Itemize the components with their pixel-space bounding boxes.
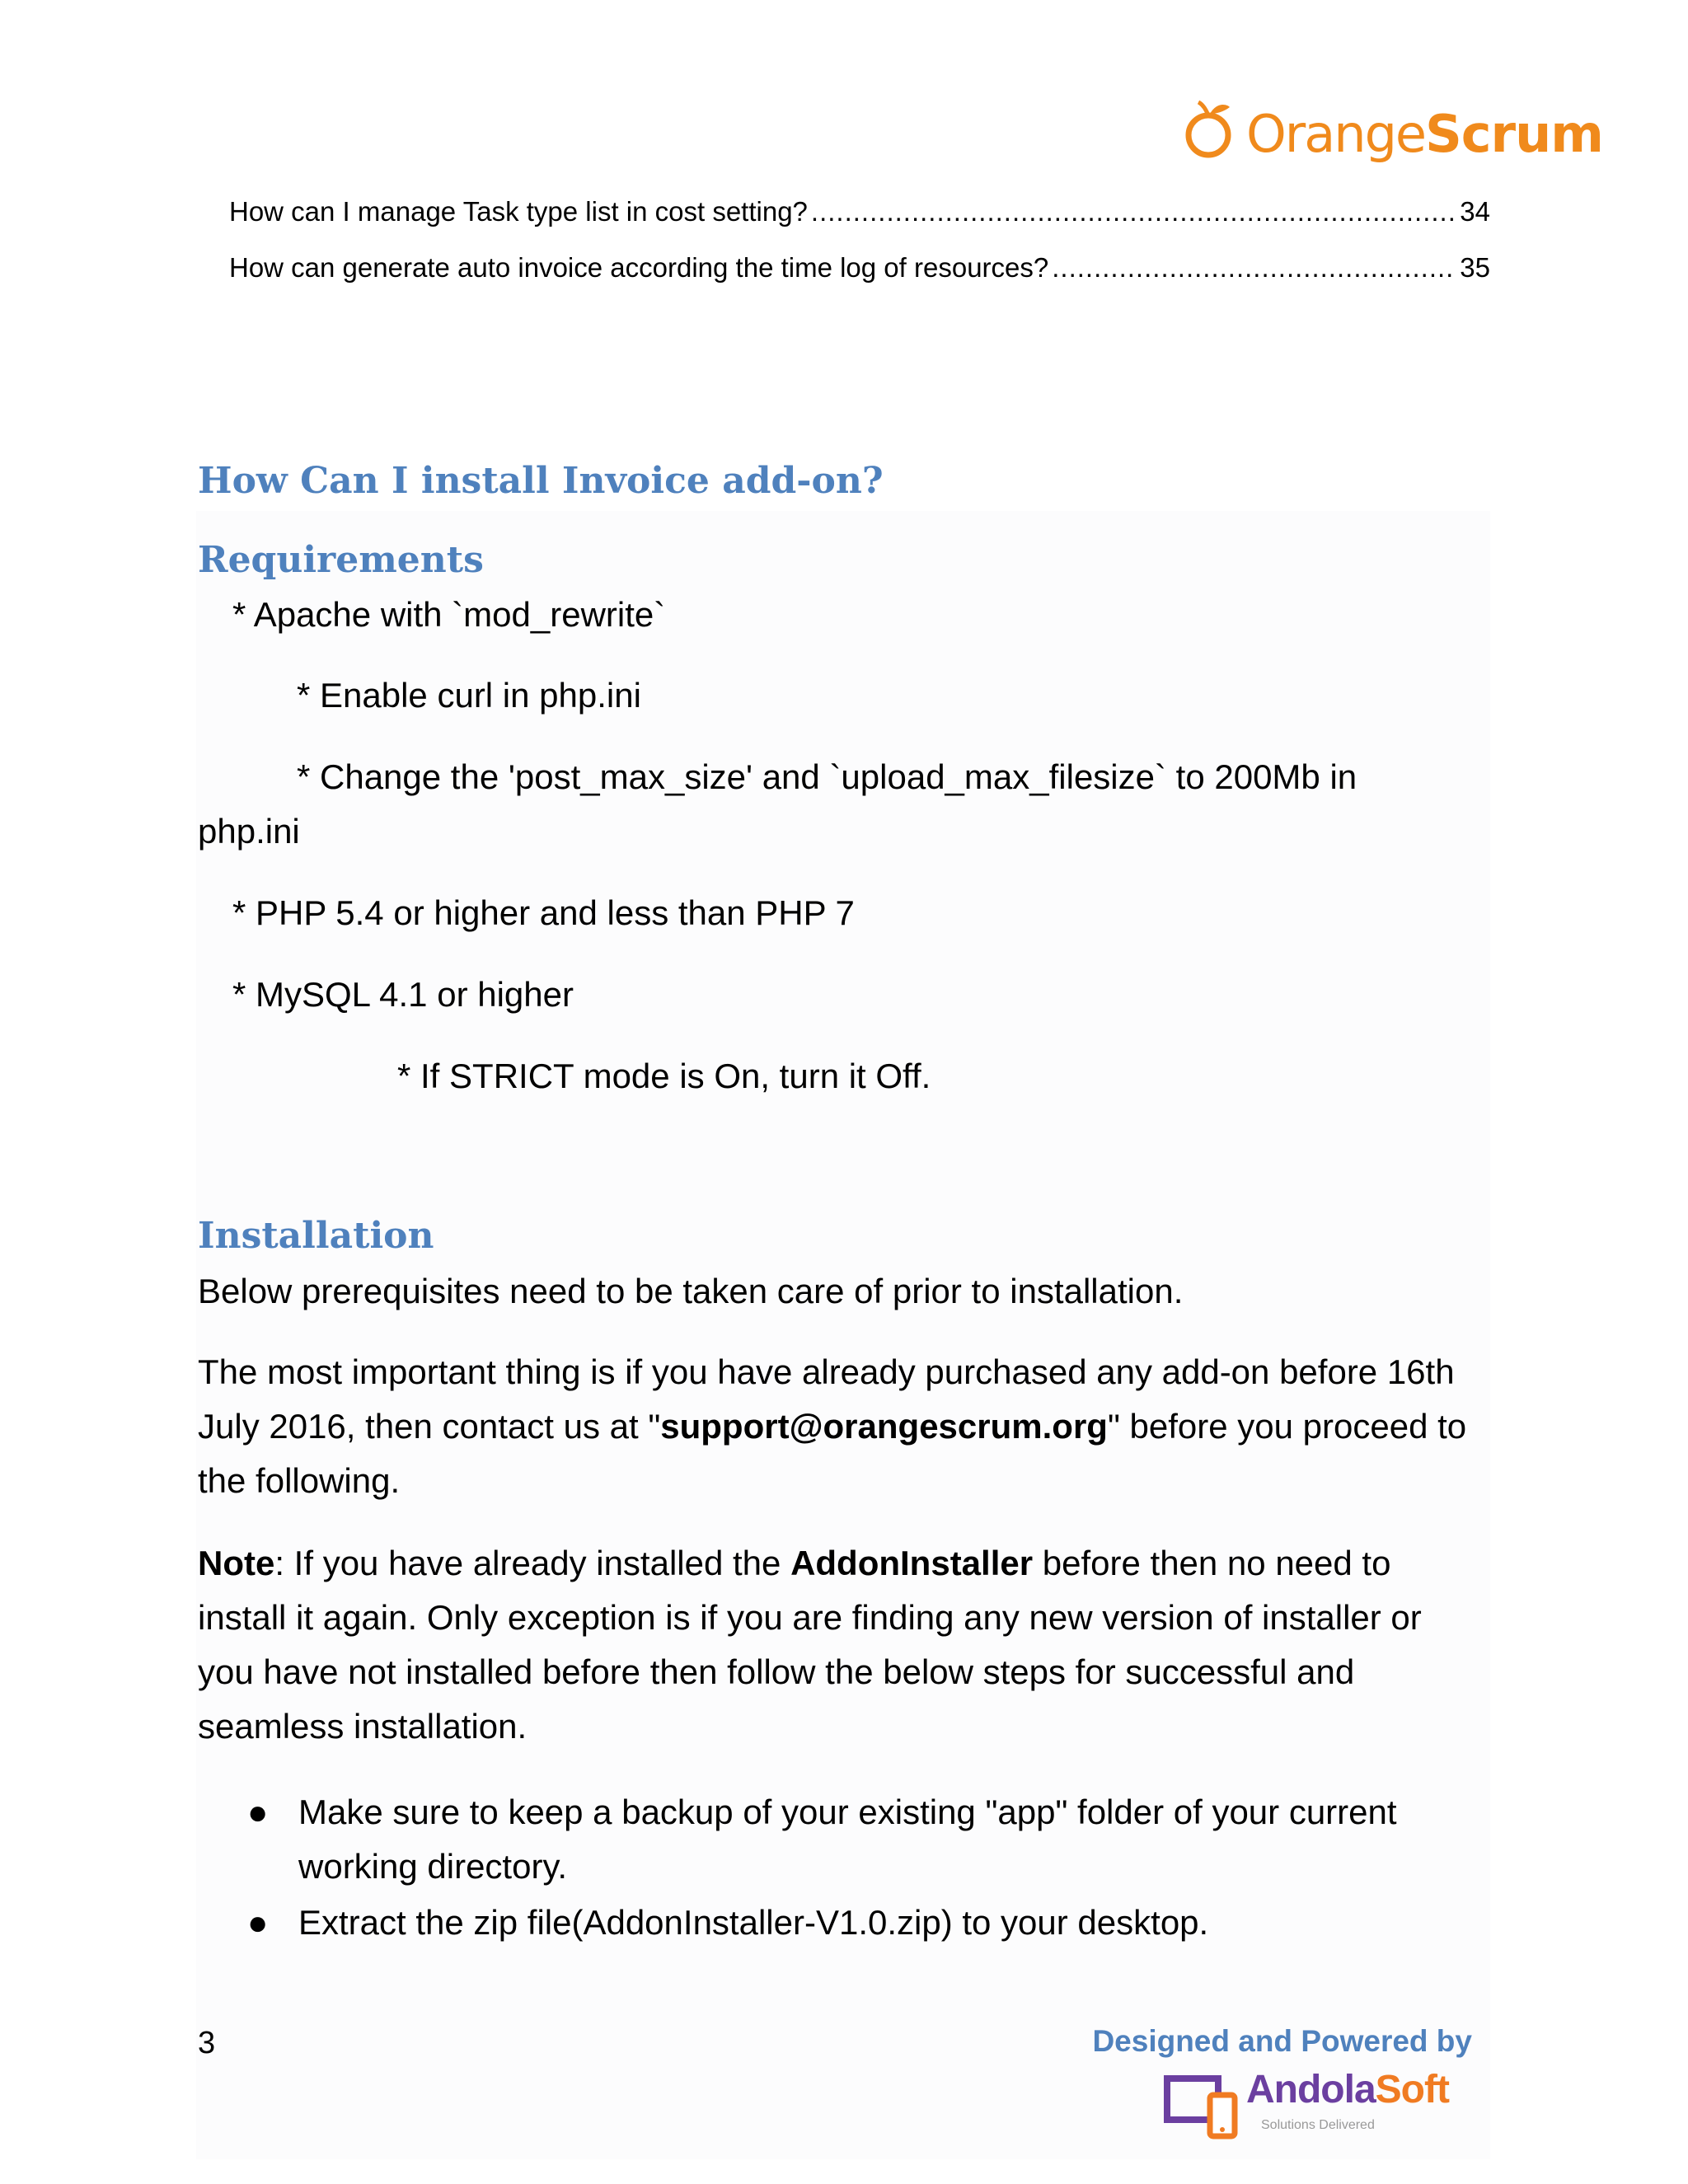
toc-leader-dots (1052, 252, 1456, 284)
requirement-item: * Apache with `mod_rewrite` (232, 595, 666, 634)
toc-entry-title: How can generate auto invoice according the time log of resources? (229, 252, 1049, 283)
requirement-item: * PHP 5.4 or higher and less than PHP 7 (232, 893, 855, 932)
list-item-text: Extract the zip file(AddonInstaller-V1.0.zip) to your desktop. (298, 1903, 1209, 1942)
requirements-heading: Requirements (198, 539, 484, 581)
andolasoft-logo (1162, 2067, 1449, 2158)
toc-leader-dots (811, 196, 1456, 227)
requirement-item-continued: php.ini (198, 812, 300, 851)
support-email[interactable]: support@orangescrum.org (660, 1407, 1108, 1446)
orangescrum-logo (1180, 92, 1603, 175)
important-text-after: " before you proceed to the following. (198, 1407, 1467, 1500)
bullet-icon: ● (247, 1903, 269, 1942)
requirement-item: * Enable curl in php.ini (297, 676, 641, 715)
section-title: How Can I install Invoice add-on? (198, 460, 884, 502)
logo-text-orange: Orange (1246, 104, 1426, 164)
bullet-icon: ● (247, 1793, 269, 1831)
important-paragraph (198, 1345, 1484, 1508)
requirement-item: * If STRICT mode is On, turn it Off. (397, 1057, 931, 1095)
note-bold-term: AddonInstaller (790, 1544, 1034, 1582)
note-paragraph (198, 1536, 1484, 1754)
toc-entry-title: How can I manage Task type list in cost setting? (229, 196, 808, 227)
note-text-1: : If you have already installed the (274, 1544, 791, 1582)
toc-entry-page: 35 (1460, 252, 1490, 283)
important-text-before: The most important thing is if you have already purchased any add-on before 16th July 2016, then contact us at " (198, 1352, 1455, 1446)
andola-tagline: Solutions Delivered (1261, 2118, 1375, 2132)
installation-heading: Installation (198, 1215, 434, 1257)
list-item-text: Make sure to keep a backup of your existing "app" folder of your current working directory. (298, 1793, 1397, 1886)
note-label: Note (198, 1544, 275, 1582)
requirement-item: * MySQL 4.1 or higher (232, 975, 574, 1014)
logo-text-scrum: Scrum (1425, 104, 1603, 164)
list-item (247, 1896, 1484, 1950)
soft-text: Soft (1375, 2068, 1449, 2111)
page-number: 3 (198, 2026, 216, 2060)
toc-entry[interactable] (229, 196, 1490, 234)
note-text-2: before then no need to install it again. Only exception is if you are finding any new version of installer or you have not installed before then follow the below steps for successful and seamless installation. (198, 1544, 1422, 1746)
list-item (247, 1785, 1484, 1894)
devices-icon (1162, 2067, 1245, 2149)
requirement-item: * Change the 'post_max_size' and `upload_max_filesize` to 200Mb in (297, 757, 1357, 796)
toc-entry[interactable] (229, 252, 1490, 290)
toc-entry-page: 34 (1460, 196, 1490, 227)
installation-intro: Below prerequisites need to be taken care of prior to installation. (198, 1272, 1184, 1310)
powered-by-text: Designed and Powered by (1092, 2024, 1472, 2058)
andola-text: Andola (1246, 2068, 1376, 2111)
